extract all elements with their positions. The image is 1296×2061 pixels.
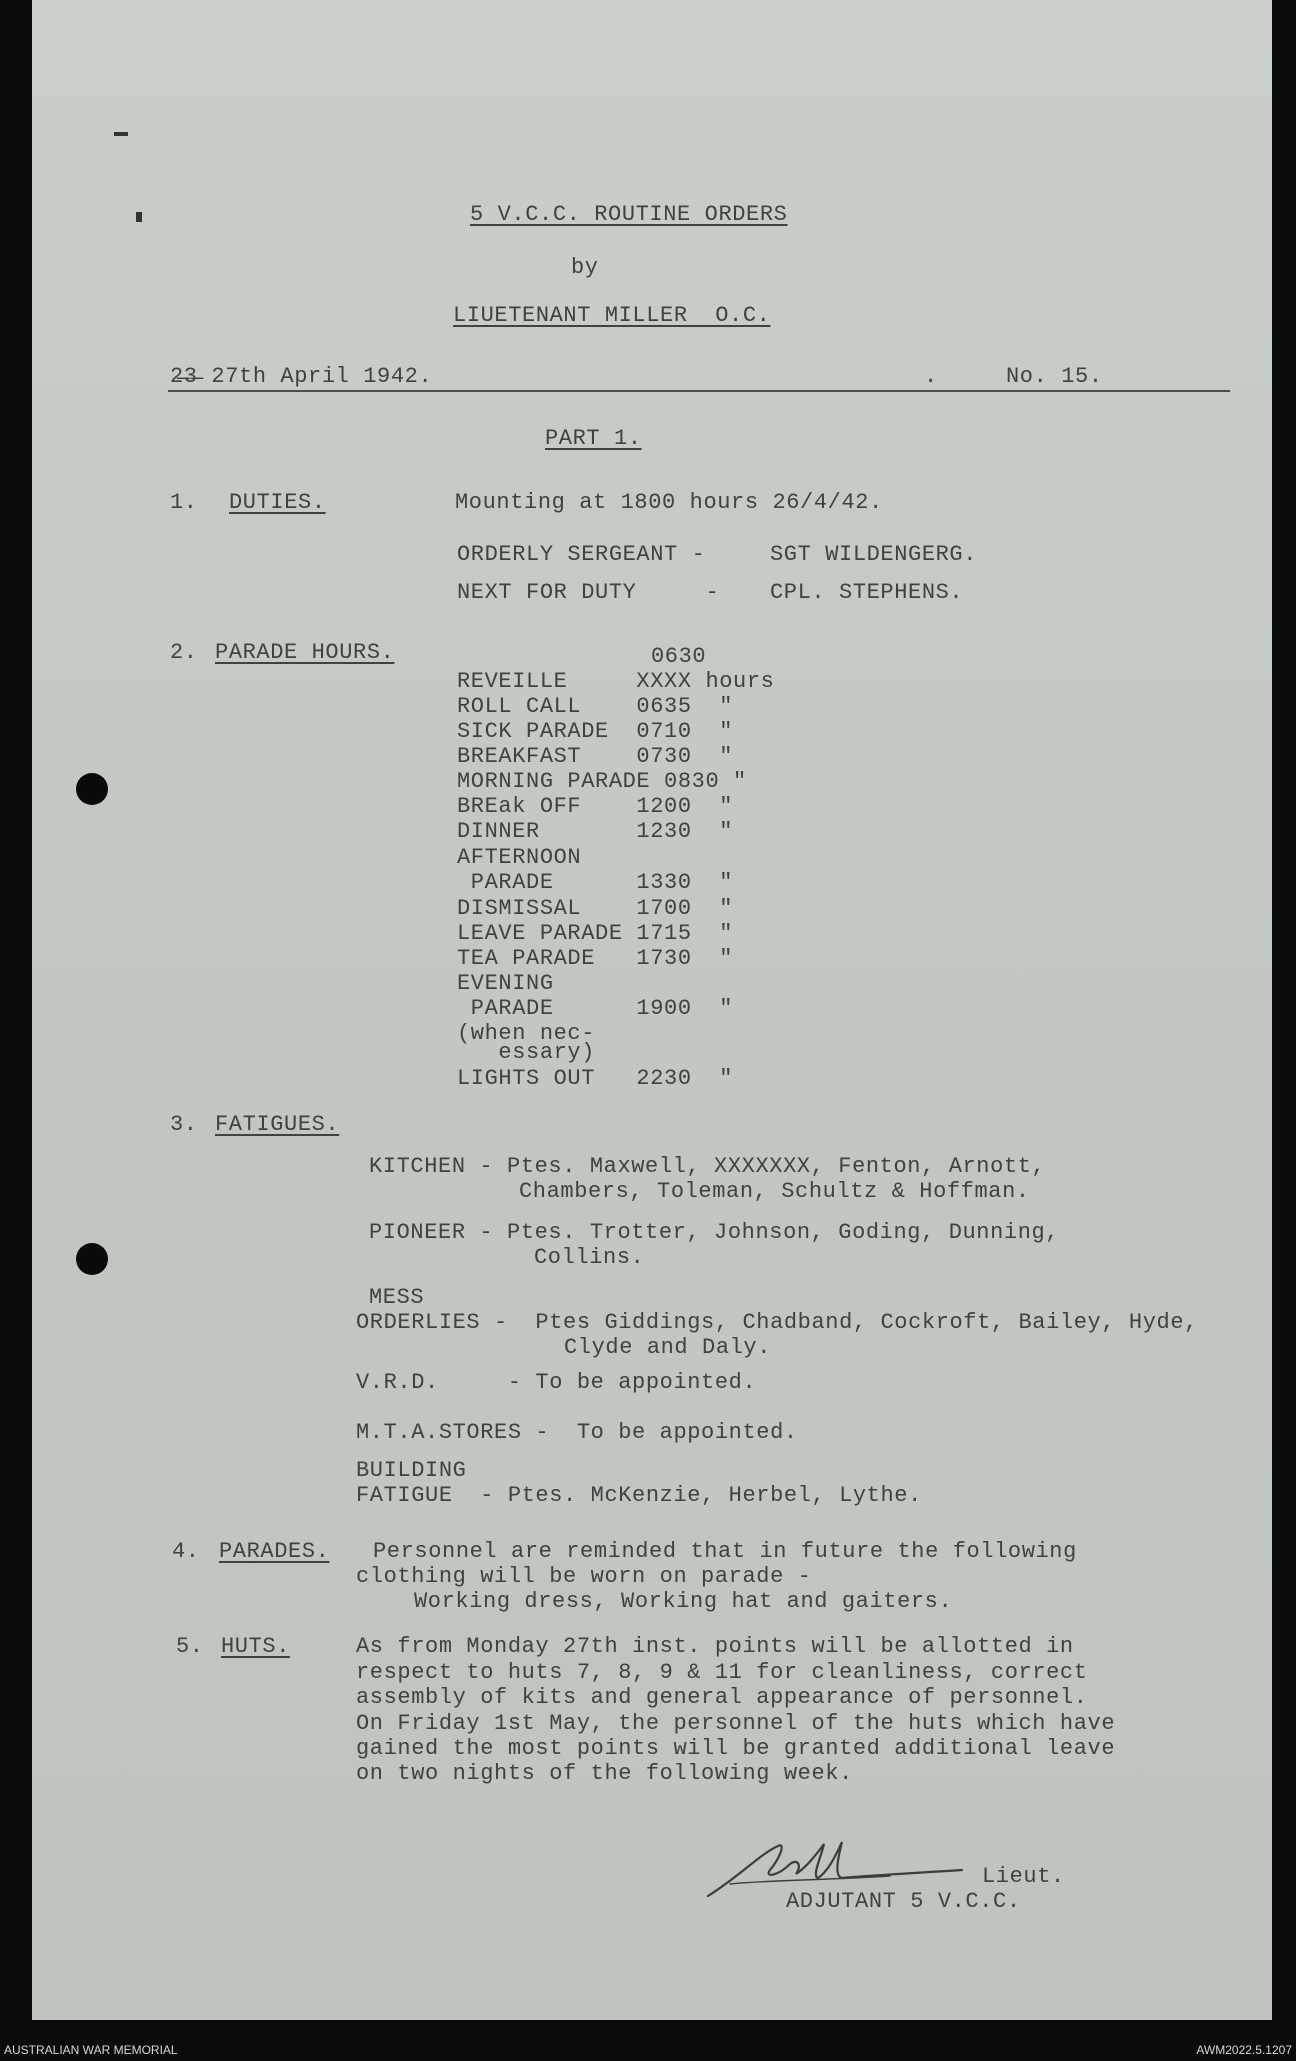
punch-hole-lower [76, 1243, 108, 1275]
order-number: No. 15. [1006, 364, 1103, 389]
huts-line: respect to huts 7, 8, 9 & 11 for cleanliness, correct [356, 1660, 1088, 1685]
section-number: 3. [170, 1112, 198, 1137]
schedule-line: REVEILLE XXXX hours [457, 669, 775, 694]
header-rule [168, 390, 1230, 392]
schedule-line: ROLL CALL 0635 " [457, 694, 734, 719]
duties-heading: DUTIES. [229, 490, 326, 515]
kitchen-line: Chambers, Toleman, Schultz & Hoffman. [519, 1179, 1030, 1204]
section-number: 4. [172, 1539, 200, 1564]
parades-line: Working dress, Working hat and gaiters. [414, 1589, 953, 1614]
schedule-line: BREAKFAST 0730 " [457, 744, 734, 769]
building-label: BUILDING [356, 1458, 467, 1483]
huts-line: gained the most points will be granted additional leave [356, 1736, 1116, 1761]
schedule-line: SICK PARADE 0710 " [457, 719, 734, 744]
pioneer-line: Collins. [534, 1245, 645, 1270]
huts-line: on two nights of the following week. [356, 1761, 853, 1786]
schedule-line: PARADE 1900 " [457, 996, 734, 1021]
mess-orderlies-line: ORDERLIES - Ptes Giddings, Chadband, Cockroft, Bailey, Hyde, [356, 1310, 1198, 1335]
huts-line: On Friday 1st May, the personnel of the huts which have [356, 1711, 1116, 1736]
by-line: by [571, 255, 599, 280]
schedule-line: LIGHTS OUT 2230 " [457, 1066, 734, 1091]
parades-line: Personnel are reminded that in future the following [373, 1539, 1077, 1564]
schedule-line: EVENING [457, 971, 554, 996]
pioneer-line: PIONEER - Ptes. Trotter, Johnson, Goding, Dunning, [369, 1220, 1060, 1245]
schedule-line: PARADE 1330 " [457, 870, 734, 895]
schedule-line: essary) [457, 1040, 596, 1065]
huts-line: assembly of kits and general appearance of personnel. [356, 1685, 1088, 1710]
parades-line: clothing will be worn on parade - [356, 1564, 812, 1589]
schedule-line: DISMISSAL 1700 " [457, 896, 734, 921]
signature-title: ADJUTANT 5 V.C.C. [786, 1889, 1021, 1914]
reveille-overtype: 0630 [651, 644, 707, 669]
document-title: 5 V.C.C. ROUTINE ORDERS [470, 202, 788, 227]
header-dot: . [924, 364, 938, 389]
schedule-line: LEAVE PARADE 1715 " [457, 921, 734, 946]
mess-orderlies-line: Clyde and Daly. [564, 1335, 772, 1360]
schedule-line: MORNING PARADE 0830 " [457, 769, 747, 794]
paper-mark [114, 132, 128, 136]
signature-rank: Lieut. [982, 1864, 1065, 1889]
orderly-sergeant-value: SGT WILDENGERG. [770, 542, 978, 567]
paper-mark [136, 212, 142, 222]
parades-heading: PARADES. [219, 1539, 330, 1564]
section-number: 1. [170, 490, 198, 515]
officer-line: LIUETENANT MILLER O.C. [453, 303, 771, 328]
huts-line: As from Monday 27th inst. points will be allotted in [356, 1634, 1074, 1659]
part-heading: PART 1. [545, 426, 642, 451]
parade-hours-heading: PARADE HOURS. [215, 640, 395, 665]
mess-label: MESS [369, 1285, 425, 1310]
section-number: 2. [170, 640, 198, 665]
schedule-line: BREak OFF 1200 " [457, 794, 734, 819]
schedule-line: TEA PARADE 1730 " [457, 946, 734, 971]
footer-right: AWM2022.5.1207 [1196, 2043, 1292, 2057]
vrd-line: V.R.D. - To be appointed. [356, 1370, 757, 1395]
building-fatigue-line: FATIGUE - Ptes. McKenzie, Herbel, Lythe. [356, 1483, 922, 1508]
fatigues-heading: FATIGUES. [215, 1112, 340, 1137]
huts-heading: HUTS. [221, 1634, 291, 1659]
schedule-line: AFTERNOON [457, 845, 582, 870]
footer-left: AUSTRALIAN WAR MEMORIAL [4, 2043, 178, 2057]
order-date: 2̶3̶ 27th April 1942. [170, 364, 433, 389]
kitchen-line: KITCHEN - Ptes. Maxwell, XXXXXXX, Fenton, Arnott, [369, 1154, 1046, 1179]
orderly-sergeant-label: ORDERLY SERGEANT - [457, 542, 706, 567]
schedule-line: DINNER 1230 " [457, 819, 734, 844]
next-for-duty-label: NEXT FOR DUTY - [457, 580, 720, 605]
schedule-line: (when nec- [457, 1021, 596, 1046]
section-number: 5. [176, 1634, 204, 1659]
duties-mounting: Mounting at 1800 hours 26/4/42. [455, 490, 883, 515]
mta-stores-line: M.T.A.STORES - To be appointed. [356, 1420, 798, 1445]
next-for-duty-value: CPL. STEPHENS. [770, 580, 964, 605]
punch-hole-upper [76, 773, 108, 805]
